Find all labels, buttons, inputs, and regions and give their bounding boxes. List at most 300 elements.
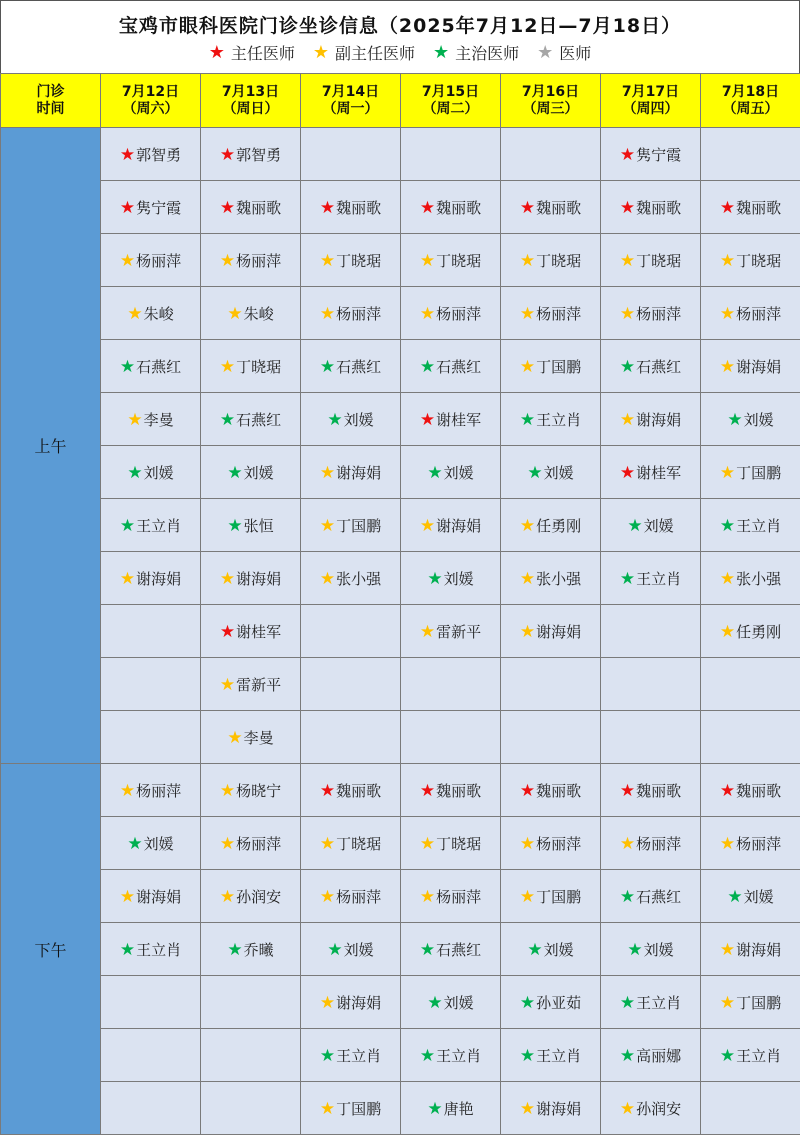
- doctor-cell: [401, 1082, 501, 1135]
- gold-star-icon: ★: [420, 887, 435, 907]
- doctor-cell: [601, 340, 701, 393]
- gold-star-icon: ★: [420, 304, 435, 324]
- doctor-name: 刘媛: [444, 994, 474, 1012]
- doctor-name: 任勇刚: [536, 517, 581, 535]
- doctor-name: 张小强: [336, 570, 381, 588]
- doctor-cell: [401, 605, 501, 658]
- green-star-icon: ★: [320, 1046, 335, 1066]
- legend-item: [537, 41, 591, 64]
- table-row: [1, 711, 800, 764]
- doctor-cell: [401, 287, 501, 340]
- doctor-cell: [301, 181, 401, 234]
- table-body: [1, 128, 800, 1135]
- green-star-icon: ★: [520, 993, 535, 1013]
- doctor-cell: [701, 764, 800, 817]
- doctor-cell: [201, 393, 301, 446]
- doctor-name: 唐艳: [444, 1100, 474, 1118]
- table-row: [1, 128, 800, 181]
- doctor-cell: [401, 976, 501, 1029]
- doctor-cell: [601, 234, 701, 287]
- doctor-name: 谢桂军: [236, 623, 281, 641]
- header-date: 7月18日: [701, 84, 800, 101]
- doctor-name: 李曼: [144, 411, 174, 429]
- gold-star-icon: ★: [320, 887, 335, 907]
- doctor-cell: [501, 181, 601, 234]
- doctor-cell: [101, 499, 201, 552]
- doctor-cell: [601, 870, 701, 923]
- green-star-icon: ★: [427, 463, 442, 483]
- doctor-name: 石燕红: [636, 358, 681, 376]
- gold-star-icon: ★: [320, 516, 335, 536]
- green-star-icon: ★: [427, 569, 442, 589]
- doctor-cell: [501, 393, 601, 446]
- gold-star-icon: ★: [320, 569, 335, 589]
- doctor-name: 刘媛: [444, 570, 474, 588]
- doctor-cell: [501, 234, 601, 287]
- empty-cell: [601, 658, 701, 711]
- doctor-cell: [201, 870, 301, 923]
- empty-cell: [101, 1082, 201, 1135]
- doctor-cell: [701, 287, 800, 340]
- doctor-cell: [101, 446, 201, 499]
- table-row: [1, 499, 800, 552]
- doctor-cell: [201, 234, 301, 287]
- doctor-name: 孙亚茹: [536, 994, 581, 1012]
- doctor-cell: [501, 764, 601, 817]
- gold-star-icon: ★: [520, 622, 535, 642]
- doctor-cell: [101, 764, 201, 817]
- doctor-cell: [601, 552, 701, 605]
- empty-cell: [401, 711, 501, 764]
- green-star-icon: ★: [620, 993, 635, 1013]
- green-star-icon: ★: [420, 357, 435, 377]
- table-row: [1, 870, 800, 923]
- doctor-name: 王立肖: [536, 1047, 581, 1065]
- doctor-name: 魏丽歌: [636, 199, 681, 217]
- doctor-name: 丁国鹏: [336, 1100, 381, 1118]
- empty-cell: [401, 128, 501, 181]
- doctor-name: 谢海娟: [736, 941, 781, 959]
- doctor-name: 刘媛: [544, 941, 574, 959]
- doctor-cell: [401, 499, 501, 552]
- legend-label: 副主任医师: [335, 41, 415, 64]
- doctor-cell: [501, 870, 601, 923]
- doctor-name: 郭智勇: [136, 146, 181, 164]
- green-star-icon: ★: [727, 410, 742, 430]
- doctor-name: 丁晓琚: [736, 252, 781, 270]
- header-date: 7月12日: [101, 84, 200, 101]
- green-star-icon: ★: [127, 834, 142, 854]
- doctor-cell: [601, 287, 701, 340]
- header-day: [201, 74, 301, 128]
- legend-item: [433, 41, 519, 64]
- doctor-name: 杨丽萍: [136, 252, 181, 270]
- doctor-cell: [601, 446, 701, 499]
- doctor-cell: [501, 1082, 601, 1135]
- table-row: [1, 764, 800, 817]
- green-star-icon: ★: [433, 44, 449, 62]
- doctor-cell: [501, 552, 601, 605]
- green-star-icon: ★: [620, 357, 635, 377]
- red-star-icon: ★: [220, 145, 235, 165]
- empty-cell: [701, 658, 800, 711]
- doctor-cell: [401, 234, 501, 287]
- green-star-icon: ★: [220, 410, 235, 430]
- header-time-col: [1, 74, 101, 128]
- doctor-cell: [401, 764, 501, 817]
- doctor-name: 石燕红: [636, 888, 681, 906]
- gold-star-icon: ★: [320, 993, 335, 1013]
- table-row: [1, 552, 800, 605]
- gold-star-icon: ★: [620, 834, 635, 854]
- doctor-name: 谢海娟: [436, 517, 481, 535]
- doctor-name: 谢海娟: [736, 358, 781, 376]
- gold-star-icon: ★: [420, 622, 435, 642]
- doctor-name: 刘媛: [344, 941, 374, 959]
- doctor-name: 丁晓琚: [436, 252, 481, 270]
- red-star-icon: ★: [120, 145, 135, 165]
- doctor-name: 刘媛: [544, 464, 574, 482]
- gold-star-icon: ★: [420, 834, 435, 854]
- doctor-name: 魏丽歌: [536, 199, 581, 217]
- doctor-name: 刘媛: [644, 941, 674, 959]
- gold-star-icon: ★: [120, 569, 135, 589]
- red-star-icon: ★: [520, 198, 535, 218]
- green-star-icon: ★: [427, 1099, 442, 1119]
- gold-star-icon: ★: [720, 940, 735, 960]
- doctor-cell: [701, 923, 800, 976]
- header-weekday: （周四）: [601, 101, 700, 118]
- gold-star-icon: ★: [220, 569, 235, 589]
- doctor-cell: [201, 552, 301, 605]
- doctor-name: 魏丽歌: [636, 782, 681, 800]
- doctor-cell: [701, 446, 800, 499]
- red-star-icon: ★: [120, 198, 135, 218]
- gold-star-icon: ★: [720, 463, 735, 483]
- doctor-cell: [301, 499, 401, 552]
- table-row: [1, 605, 800, 658]
- green-star-icon: ★: [620, 1046, 635, 1066]
- schedule-header: [0, 0, 800, 74]
- gold-star-icon: ★: [520, 1099, 535, 1119]
- doctor-cell: [701, 976, 800, 1029]
- doctor-cell: [601, 1082, 701, 1135]
- header-weekday: （周六）: [101, 101, 200, 118]
- doctor-cell: [301, 552, 401, 605]
- doctor-cell: [201, 711, 301, 764]
- doctor-cell: [201, 340, 301, 393]
- empty-cell: [701, 711, 800, 764]
- doctor-name: 刘媛: [444, 464, 474, 482]
- doctor-name: 王立肖: [136, 941, 181, 959]
- doctor-cell: [701, 499, 800, 552]
- empty-cell: [601, 711, 701, 764]
- doctor-cell: [401, 181, 501, 234]
- page-title: 宝鸡市眼科医院门诊坐诊信息（2025年7月12日—7月18日）: [1, 11, 799, 38]
- doctor-name: 杨丽萍: [636, 835, 681, 853]
- doctor-cell: [401, 446, 501, 499]
- green-star-icon: ★: [120, 516, 135, 536]
- doctor-name: 谢海娟: [536, 623, 581, 641]
- red-star-icon: ★: [720, 781, 735, 801]
- header-day: [501, 74, 601, 128]
- doctor-cell: [601, 1029, 701, 1082]
- table-row: [1, 446, 800, 499]
- doctor-cell: [401, 393, 501, 446]
- red-star-icon: ★: [620, 145, 635, 165]
- doctor-name: 谢海娟: [236, 570, 281, 588]
- doctor-name: 孙润安: [636, 1100, 681, 1118]
- doctor-name: 朱峻: [144, 305, 174, 323]
- doctor-name: 刘媛: [744, 888, 774, 906]
- red-star-icon: ★: [520, 781, 535, 801]
- doctor-cell: [501, 287, 601, 340]
- header-date: 7月17日: [601, 84, 700, 101]
- doctor-name: 魏丽歌: [736, 782, 781, 800]
- doctor-name: 王立肖: [736, 1047, 781, 1065]
- doctor-name: 隽宁霞: [636, 146, 681, 164]
- gold-star-icon: ★: [320, 1099, 335, 1119]
- doctor-name: 隽宁霞: [136, 199, 181, 217]
- doctor-cell: [101, 817, 201, 870]
- table-header: [1, 74, 800, 128]
- header-day: [301, 74, 401, 128]
- empty-cell: [701, 128, 800, 181]
- doctor-cell: [701, 181, 800, 234]
- doctor-name: 朱峻: [244, 305, 274, 323]
- table-row: [1, 1082, 800, 1135]
- gold-star-icon: ★: [720, 569, 735, 589]
- empty-cell: [501, 128, 601, 181]
- session-label: 下午: [1, 764, 101, 1135]
- green-star-icon: ★: [627, 516, 642, 536]
- green-star-icon: ★: [520, 1046, 535, 1066]
- doctor-cell: [201, 923, 301, 976]
- empty-cell: [101, 658, 201, 711]
- doctor-name: 石燕红: [236, 411, 281, 429]
- green-star-icon: ★: [120, 940, 135, 960]
- doctor-name: 刘媛: [644, 517, 674, 535]
- header-day: [701, 74, 800, 128]
- doctor-cell: [101, 340, 201, 393]
- table-row: [1, 234, 800, 287]
- green-star-icon: ★: [720, 1046, 735, 1066]
- gold-star-icon: ★: [720, 251, 735, 271]
- doctor-cell: [501, 1029, 601, 1082]
- doctor-cell: [401, 1029, 501, 1082]
- gold-star-icon: ★: [620, 1099, 635, 1119]
- doctor-name: 丁国鹏: [736, 464, 781, 482]
- legend-label: 主治医师: [455, 41, 519, 64]
- gold-star-icon: ★: [420, 516, 435, 536]
- gold-star-icon: ★: [120, 887, 135, 907]
- gold-star-icon: ★: [320, 463, 335, 483]
- doctor-name: 魏丽歌: [336, 782, 381, 800]
- header-date: 7月13日: [201, 84, 300, 101]
- header-date: 7月15日: [401, 84, 500, 101]
- doctor-name: 杨丽萍: [136, 782, 181, 800]
- green-star-icon: ★: [227, 940, 242, 960]
- doctor-name: 杨丽萍: [736, 835, 781, 853]
- gold-star-icon: ★: [320, 834, 335, 854]
- table-row: [1, 817, 800, 870]
- doctor-cell: [601, 923, 701, 976]
- doctor-cell: [701, 817, 800, 870]
- doctor-name: 杨丽萍: [236, 835, 281, 853]
- green-star-icon: ★: [420, 1046, 435, 1066]
- table-row: [1, 393, 800, 446]
- doctor-name: 王立肖: [736, 517, 781, 535]
- doctor-cell: [501, 817, 601, 870]
- doctor-cell: [701, 1029, 800, 1082]
- doctor-name: 雷新平: [236, 676, 281, 694]
- empty-cell: [201, 1029, 301, 1082]
- table-row: [1, 287, 800, 340]
- doctor-cell: [201, 605, 301, 658]
- header-day: [101, 74, 201, 128]
- doctor-cell: [401, 923, 501, 976]
- red-star-icon: ★: [620, 781, 635, 801]
- table-row: [1, 976, 800, 1029]
- doctor-cell: [501, 923, 601, 976]
- legend-item: [313, 41, 415, 64]
- doctor-cell: [701, 393, 800, 446]
- doctor-name: 丁国鹏: [336, 517, 381, 535]
- doctor-name: 谢海娟: [136, 570, 181, 588]
- doctor-cell: [201, 658, 301, 711]
- table-row: [1, 1029, 800, 1082]
- legend-label: 主任医师: [231, 41, 295, 64]
- green-star-icon: ★: [327, 410, 342, 430]
- doctor-name: 魏丽歌: [436, 782, 481, 800]
- doctor-name: 谢桂军: [436, 411, 481, 429]
- green-star-icon: ★: [127, 463, 142, 483]
- doctor-name: 王立肖: [336, 1047, 381, 1065]
- doctor-cell: [101, 128, 201, 181]
- doctor-cell: [501, 446, 601, 499]
- doctor-cell: [601, 393, 701, 446]
- doctor-name: 魏丽歌: [436, 199, 481, 217]
- doctor-cell: [701, 605, 800, 658]
- green-star-icon: ★: [520, 410, 535, 430]
- red-star-icon: ★: [420, 198, 435, 218]
- doctor-cell: [301, 1029, 401, 1082]
- green-star-icon: ★: [720, 516, 735, 536]
- gold-star-icon: ★: [720, 304, 735, 324]
- gold-star-icon: ★: [220, 834, 235, 854]
- header-day: [401, 74, 501, 128]
- doctor-name: 谢海娟: [536, 1100, 581, 1118]
- doctor-name: 雷新平: [436, 623, 481, 641]
- doctor-cell: [101, 287, 201, 340]
- doctor-name: 魏丽歌: [536, 782, 581, 800]
- gold-star-icon: ★: [720, 357, 735, 377]
- doctor-cell: [301, 234, 401, 287]
- header-day: [601, 74, 701, 128]
- doctor-name: 石燕红: [136, 358, 181, 376]
- doctor-cell: [201, 499, 301, 552]
- doctor-name: 谢海娟: [336, 464, 381, 482]
- doctor-name: 杨丽萍: [536, 305, 581, 323]
- doctor-name: 郭智勇: [236, 146, 281, 164]
- gold-star-icon: ★: [220, 781, 235, 801]
- green-star-icon: ★: [227, 516, 242, 536]
- empty-cell: [501, 658, 601, 711]
- legend-item: [209, 41, 295, 64]
- green-star-icon: ★: [327, 940, 342, 960]
- doctor-name: 王立肖: [636, 570, 681, 588]
- doctor-cell: [701, 340, 800, 393]
- doctor-cell: [201, 181, 301, 234]
- doctor-name: 乔曦: [244, 941, 274, 959]
- doctor-cell: [601, 181, 701, 234]
- gold-star-icon: ★: [520, 304, 535, 324]
- doctor-name: 魏丽歌: [236, 199, 281, 217]
- doctor-cell: [101, 234, 201, 287]
- doctor-name: 任勇刚: [736, 623, 781, 641]
- table-row: [1, 340, 800, 393]
- empty-cell: [301, 605, 401, 658]
- gold-star-icon: ★: [520, 569, 535, 589]
- doctor-cell: [601, 976, 701, 1029]
- gold-star-icon: ★: [127, 304, 142, 324]
- gold-star-icon: ★: [720, 834, 735, 854]
- doctor-cell: [301, 446, 401, 499]
- schedule-table: [0, 73, 800, 1135]
- doctor-name: 丁晓琚: [336, 252, 381, 270]
- doctor-cell: [201, 817, 301, 870]
- doctor-name: 李曼: [244, 729, 274, 747]
- legend-label: 医师: [559, 41, 591, 64]
- green-star-icon: ★: [627, 940, 642, 960]
- empty-cell: [201, 1082, 301, 1135]
- doctor-cell: [601, 128, 701, 181]
- empty-cell: [301, 128, 401, 181]
- doctor-cell: [601, 764, 701, 817]
- doctor-name: 丁晓琚: [236, 358, 281, 376]
- doctor-cell: [101, 923, 201, 976]
- empty-cell: [701, 1082, 800, 1135]
- gold-star-icon: ★: [227, 304, 242, 324]
- green-star-icon: ★: [227, 463, 242, 483]
- doctor-name: 丁晓琚: [436, 835, 481, 853]
- gray-star-icon: ★: [537, 44, 553, 62]
- doctor-name: 魏丽歌: [736, 199, 781, 217]
- doctor-name: 王立肖: [636, 994, 681, 1012]
- doctor-name: 丁晓琚: [636, 252, 681, 270]
- gold-star-icon: ★: [313, 44, 329, 62]
- red-star-icon: ★: [420, 781, 435, 801]
- red-star-icon: ★: [209, 44, 225, 62]
- doctor-cell: [701, 234, 800, 287]
- doctor-cell: [501, 976, 601, 1029]
- doctor-name: 杨丽萍: [436, 305, 481, 323]
- doctor-name: 杨丽萍: [736, 305, 781, 323]
- table-row: [1, 181, 800, 234]
- header-weekday: （周三）: [501, 101, 600, 118]
- doctor-name: 王立肖: [436, 1047, 481, 1065]
- empty-cell: [301, 658, 401, 711]
- doctor-name: 杨丽萍: [236, 252, 281, 270]
- gold-star-icon: ★: [220, 675, 235, 695]
- doctor-name: 石燕红: [436, 941, 481, 959]
- gold-star-icon: ★: [520, 516, 535, 536]
- doctor-name: 张恒: [244, 517, 274, 535]
- doctor-name: 谢海娟: [636, 411, 681, 429]
- header-date: 7月16日: [501, 84, 600, 101]
- gold-star-icon: ★: [520, 357, 535, 377]
- doctor-name: 杨丽萍: [336, 888, 381, 906]
